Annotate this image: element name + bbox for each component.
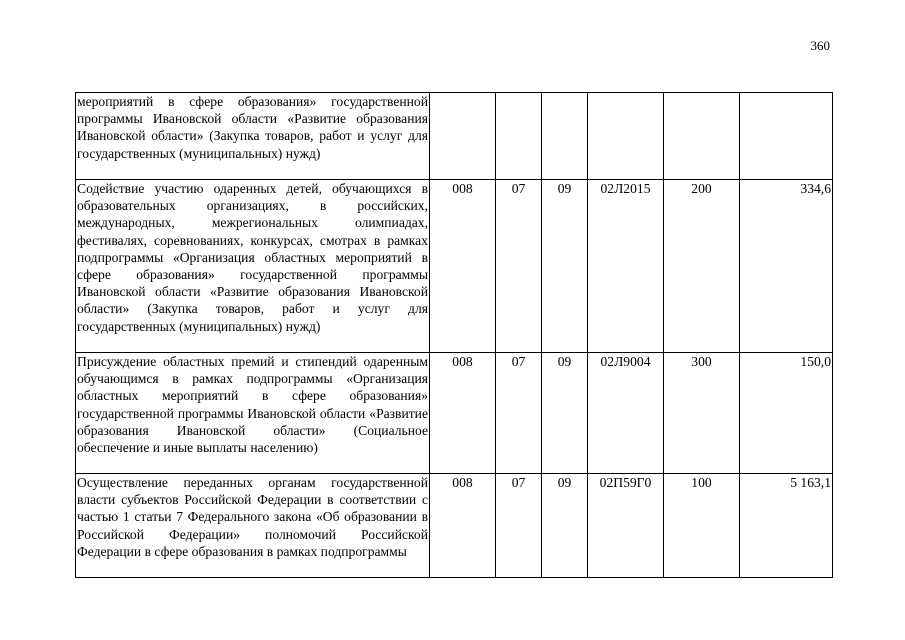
amount xyxy=(740,93,833,180)
table-row xyxy=(76,93,833,180)
amount: 334,6 xyxy=(740,180,833,353)
section-code: 07 xyxy=(496,180,542,353)
page-number: 360 xyxy=(810,38,830,53)
expense-type-code xyxy=(664,93,740,180)
table-row xyxy=(76,353,833,474)
row-description: мероприятий в сфере образования» государственной программы Ивановской области «Развитие образования Ивановской области» (Закупка товаров, работ и услуг для государственных (муниципальных) нужд) xyxy=(76,93,430,180)
expense-type-code: 100 xyxy=(664,474,740,578)
target-code: 02Л9004 xyxy=(588,353,664,474)
section-code xyxy=(496,93,542,180)
subsection-code xyxy=(542,93,588,180)
expense-type-code: 200 xyxy=(664,180,740,353)
row-description: Содействие участию одаренных детей, обучающихся в образовательных организациях, в российских, международных, межрегиональных олимпиадах, фестивалях, соревнованиях, конкурсах, смотрах в рамках подпрограммы «Организация областных мероприятий в сфере образования» государственной программы Ивановской области «Развитие образования Ивановской области» (Закупка товаров, работ и услуг для государственных (муниципальных) нужд) xyxy=(76,180,430,353)
row-description: Осуществление переданных органам государственной власти субъектов Российской Федерации в соответствии с частью 1 статьи 7 Федерального закона «Об образовании в Российской Федерации» полномочий Российской Федерации в сфере образования в рамках подпрограммы xyxy=(76,474,430,578)
subsection-code: 09 xyxy=(542,353,588,474)
section-code: 07 xyxy=(496,353,542,474)
row-description: Присуждение областных премий и стипендий одаренным обучающимся в рамках подпрограммы «Организация областных мероприятий в сфере образования» государственной программы Ивановской области «Развитие образования Ивановской области» (Социальное обеспечение и иные выплаты населению) xyxy=(76,353,430,474)
ministry-code: 008 xyxy=(430,353,496,474)
ministry-code: 008 xyxy=(430,180,496,353)
subsection-code: 09 xyxy=(542,180,588,353)
target-code: 02П59Г0 xyxy=(588,474,664,578)
section-code: 07 xyxy=(496,474,542,578)
subsection-code: 09 xyxy=(542,474,588,578)
target-code: 02Л2015 xyxy=(588,180,664,353)
ministry-code: 008 xyxy=(430,474,496,578)
budget-table xyxy=(75,92,833,578)
table-row xyxy=(76,180,833,353)
amount: 5 163,1 xyxy=(740,474,833,578)
ministry-code xyxy=(430,93,496,180)
amount: 150,0 xyxy=(740,353,833,474)
table-row xyxy=(76,474,833,578)
expense-type-code: 300 xyxy=(664,353,740,474)
target-code xyxy=(588,93,664,180)
